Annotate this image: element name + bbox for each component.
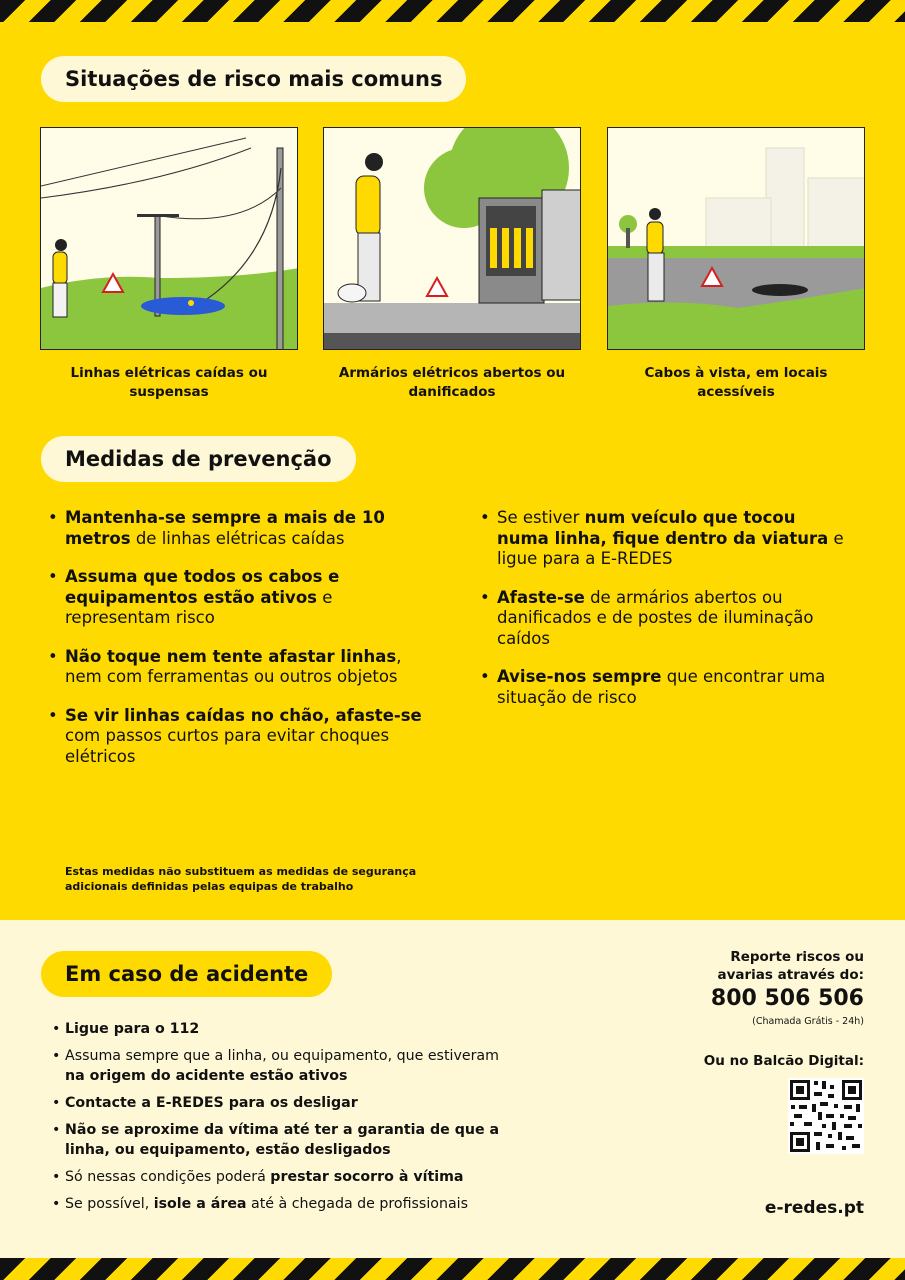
hazard-stripe-bottom: [0, 1258, 905, 1280]
accident-heading: Em caso de acidente: [41, 951, 332, 997]
list-item: • Se estiver num veículo que tocou numa linha, fique dentro da viatura e ligue para a E-REDES: [472, 508, 852, 570]
list-item: • Assuma que todos os cabos e equipamentos estão ativos e representam risco: [40, 567, 425, 629]
list-item: • Ligue para o 112: [52, 1019, 522, 1039]
caption-open-cabinet: Armários elétricos abertos ou danificados: [338, 365, 566, 400]
prevention-heading: Medidas de prevenção: [41, 436, 356, 482]
caption-fallen-lines: Linhas elétricas caídas ou suspensas: [70, 365, 268, 400]
prevention-list-right: [472, 508, 852, 726]
phone-note: (Chamada Grátis - 24h): [752, 1016, 864, 1027]
website-link[interactable]: e-redes.pt: [764, 1198, 864, 1218]
list-item: • Avise-nos sempre que encontrar uma situação de risco: [472, 667, 852, 708]
report-label: Reporte riscos ou avarias através do:: [717, 949, 864, 983]
phone-number[interactable]: 800 506 506: [710, 986, 864, 1011]
illustration-open-cabinet: [323, 127, 581, 350]
qr-code[interactable]: [788, 1078, 864, 1154]
list-item: • Não se aproxime da vítima até ter a garantia de que a linha, ou equipamento, estão desligados: [52, 1120, 522, 1160]
illustration-fallen-lines: [40, 127, 298, 350]
list-item: • Se possível, isole a área até à chegada de profissionais: [52, 1194, 522, 1214]
list-item: • Assuma sempre que a linha, ou equipamento, que estiveram na origem do acidente estão ativos: [52, 1046, 522, 1086]
risk-heading: Situações de risco mais comuns: [41, 56, 466, 102]
list-item: • Só nessas condições poderá prestar socorro à vítima: [52, 1167, 522, 1187]
list-item: • Afaste-se de armários abertos ou danificados e de postes de iluminação caídos: [472, 588, 852, 650]
prevention-footnote: Estas medidas não substituem as medidas de segurança adicionais definidas pelas equipas de trabalho: [65, 865, 417, 893]
hazard-stripe-top: [0, 0, 905, 22]
list-item: • Não toque nem tente afastar linhas, nem com ferramentas ou outros objetos: [40, 647, 425, 688]
accident-list: [52, 1019, 522, 1221]
list-item: • Contacte a E-REDES para os desligar: [52, 1093, 522, 1113]
prevention-list-left: [40, 508, 425, 785]
digital-label: Ou no Balcão Digital:: [703, 1053, 864, 1069]
caption-exposed-cables: Cabos à vista, em locais acessíveis: [644, 365, 828, 400]
list-item: • Mantenha-se sempre a mais de 10 metros de linhas elétricas caídas: [40, 508, 425, 549]
list-item: • Se vir linhas caídas no chão, afaste-se com passos curtos para evitar choques elétricos: [40, 706, 425, 768]
illustration-exposed-cables: [607, 127, 865, 350]
